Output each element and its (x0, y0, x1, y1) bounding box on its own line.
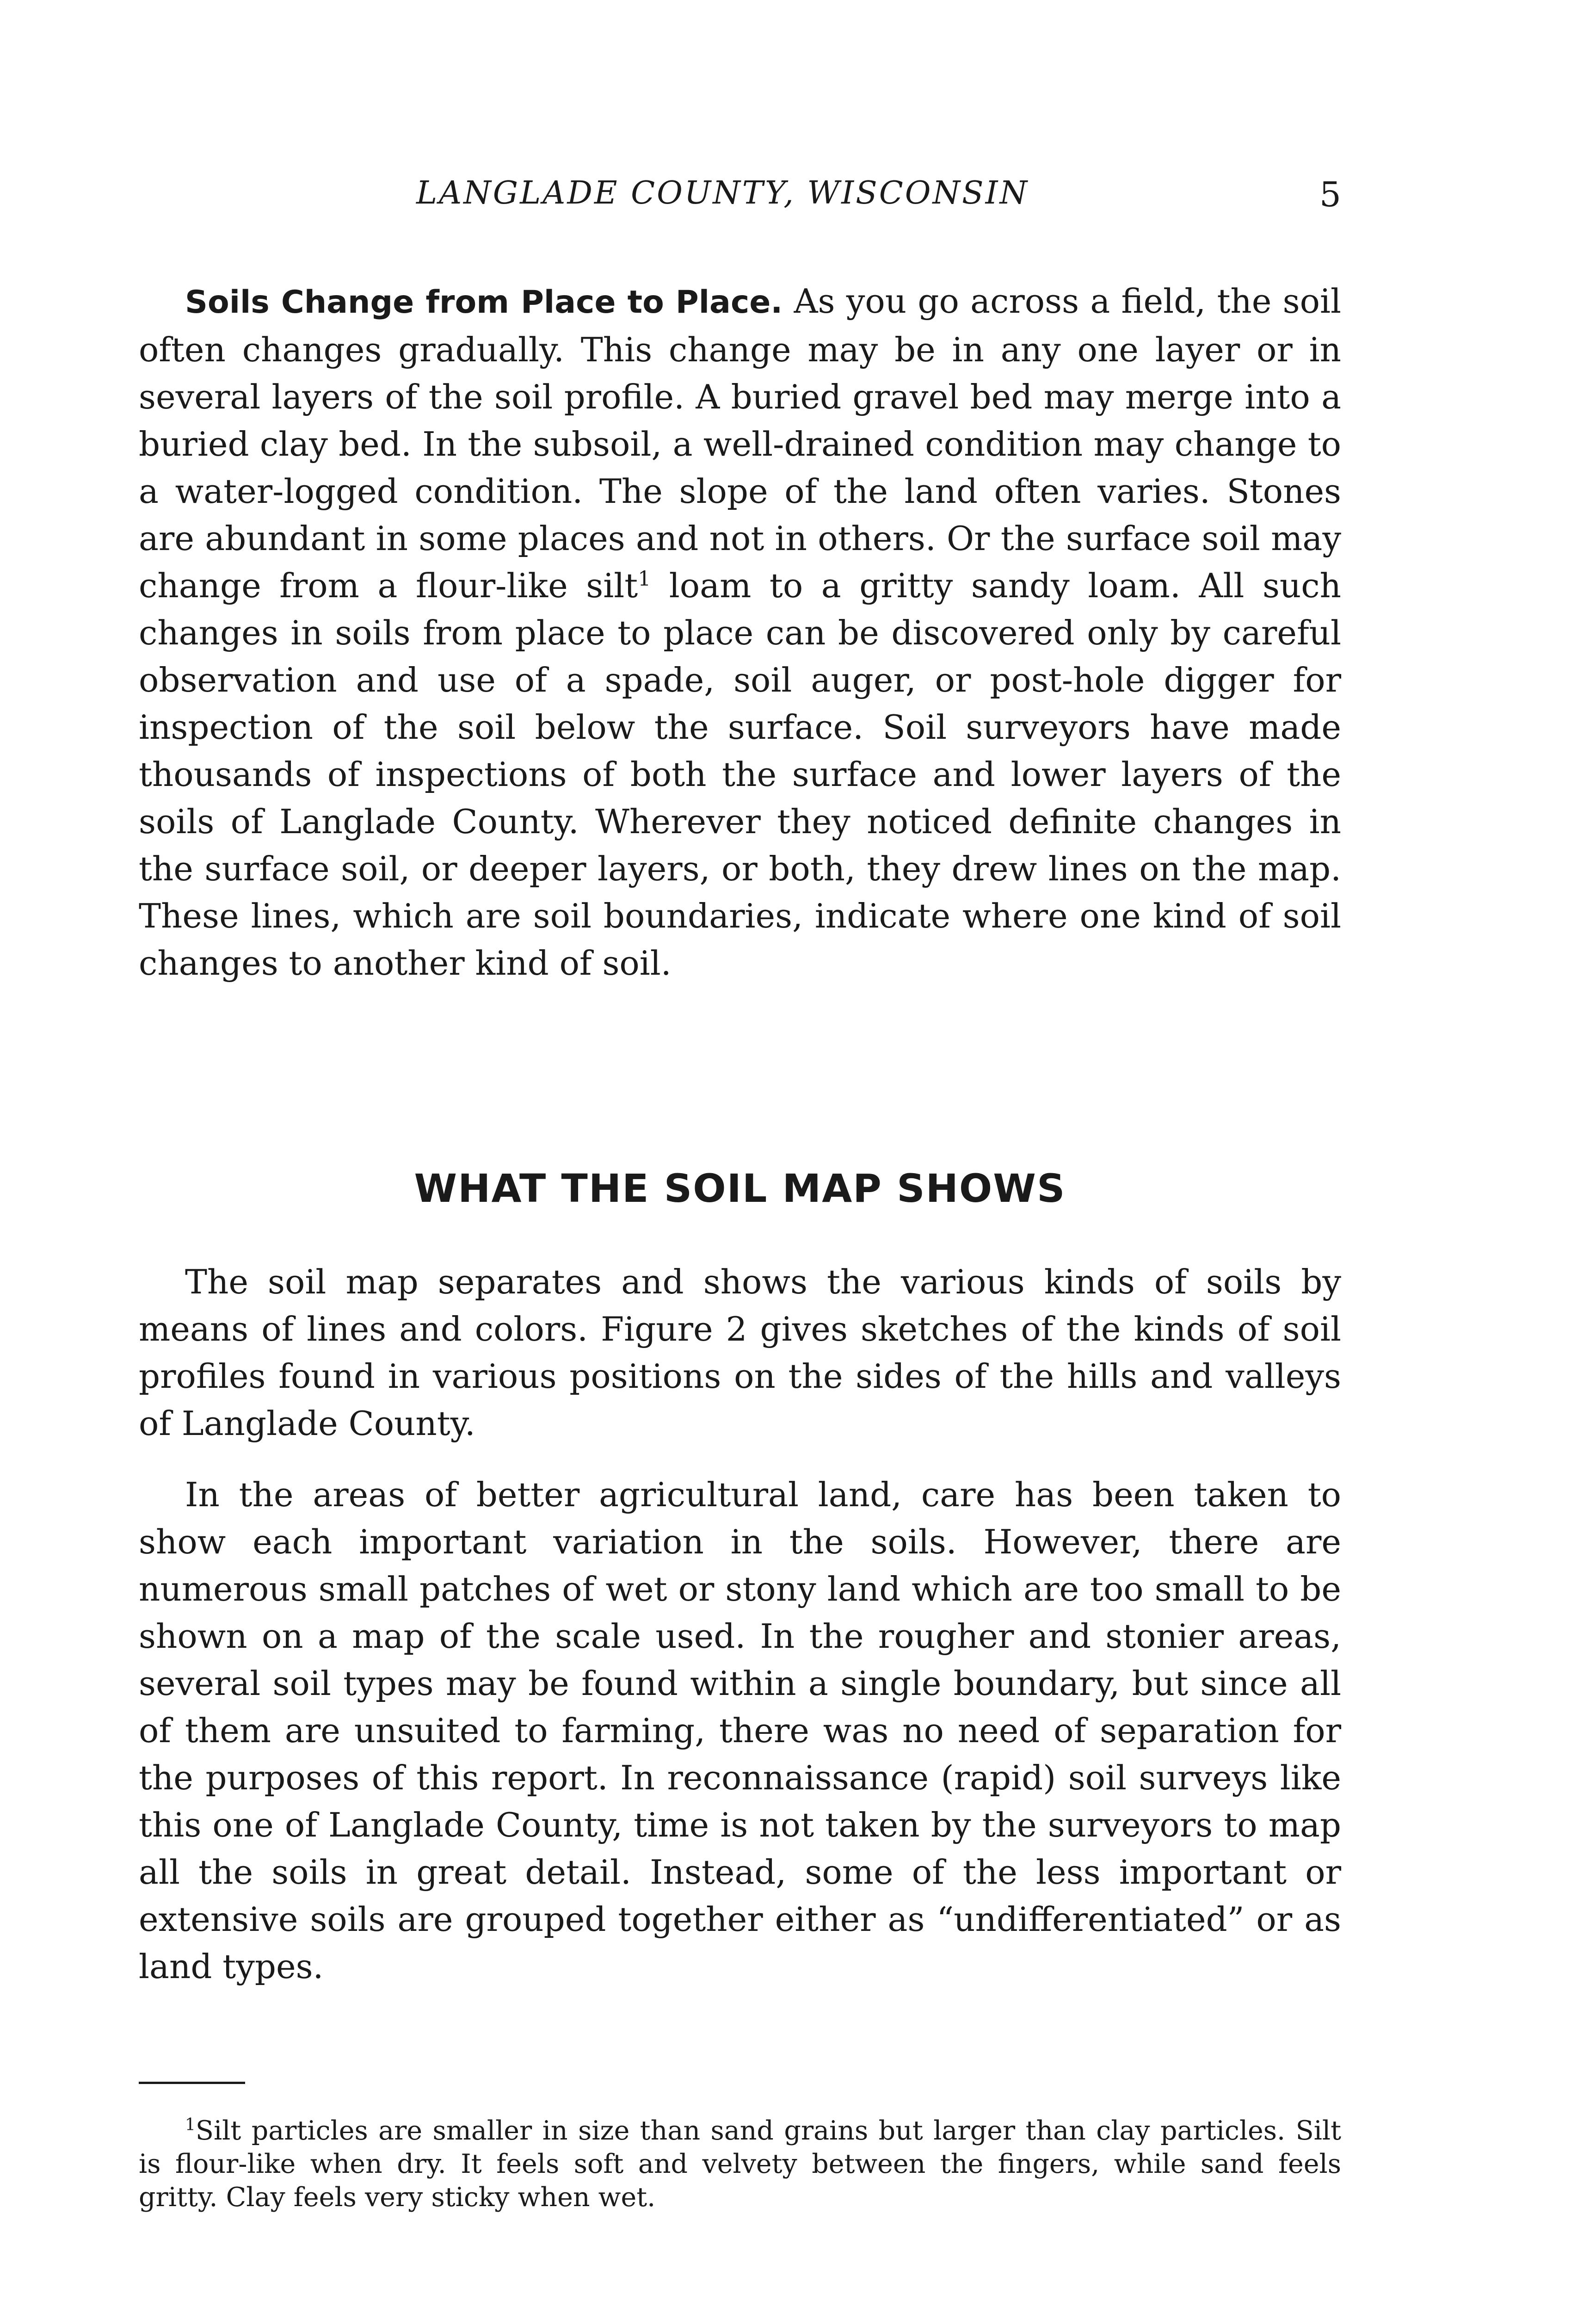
section-soils-change (139, 278, 1341, 987)
section-soil-map-continued (139, 1471, 1341, 1990)
page-number: 5 (1319, 175, 1341, 215)
footnote-paragraph (139, 2114, 1341, 2214)
paragraph-soils-change (139, 278, 1341, 987)
running-title: LANGLADE COUNTY, WISCONSIN (416, 175, 1029, 211)
footnote-marker: 1 (185, 2115, 196, 2134)
paragraph-soil-map-1: The soil map separates and shows the various kinds of soils by means of lines and colors. Figure 2 gives sketches of the kinds of soil profiles found in various positions on the sides of the hills and valleys of Langlade County. (139, 1262, 1341, 1443)
section-soil-map (139, 1258, 1341, 1447)
footnote-text: Silt particles are smaller in size than sand grains but larger than clay particles. Silt is flour-like when dry. It feels soft and velvety between the fingers, while sand feels gritty. Clay feels very sticky when wet. (139, 2115, 1341, 2213)
footnote-rule (139, 2082, 245, 2084)
footnote-reference: 1 (638, 567, 651, 591)
paragraph-soil-map-2: In the areas of better agricultural land, care has been taken to show each important variation in the soils. However, there are numerous small patches of wet or stony land which are too small to be shown on a map of the scale used. In the rougher and stonier areas, several soil types may be found within a single boundary, but since all of them are unsuited to farming, there was no need of separation for the purposes of this report. In reconnaissance (rapid) soil surveys like this one of Langlade County, time is not taken by the surveyors to map all the soils in great detail. Instead, some of the less important or extensive soils are grouped together either as “undifferentiated” or as land types. (139, 1475, 1341, 1986)
paragraph-text-part-1: As you go across a field, the soil often changes gradually. This change may be in any one layer or in several layers of the soil profile. A buried gravel bed may merge into a buried clay bed. In the subsoil, a well-drained condition may change to a water-logged condition. The slope of the land often varies. Stones are abundant in some places and not in others. Or the surface soil may change from a flour-like silt (139, 282, 1341, 605)
footnote (139, 2114, 1341, 2214)
section-heading: WHAT THE SOIL MAP SHOWS (414, 1166, 1066, 1211)
paragraph-text-part-2: loam to a gritty sandy loam. All such changes in soils from place to place can be discovered only by careful observation and use of a spade, soil auger, or post-hole digger for inspection of the soil below the surface. Soil surveyors have made thousands of inspections of both the surface and lower layers of the soils of Langlade County. Wherever they noticed definite changes in the surface soil, or deeper layers, or both, they drew lines on the map. These lines, which are soil boundaries, indicate where one kind of soil changes to another kind of soil. (139, 566, 1341, 983)
paragraph-lead-in: Soils Change from Place to Place. (185, 284, 783, 321)
running-head (139, 175, 1341, 226)
